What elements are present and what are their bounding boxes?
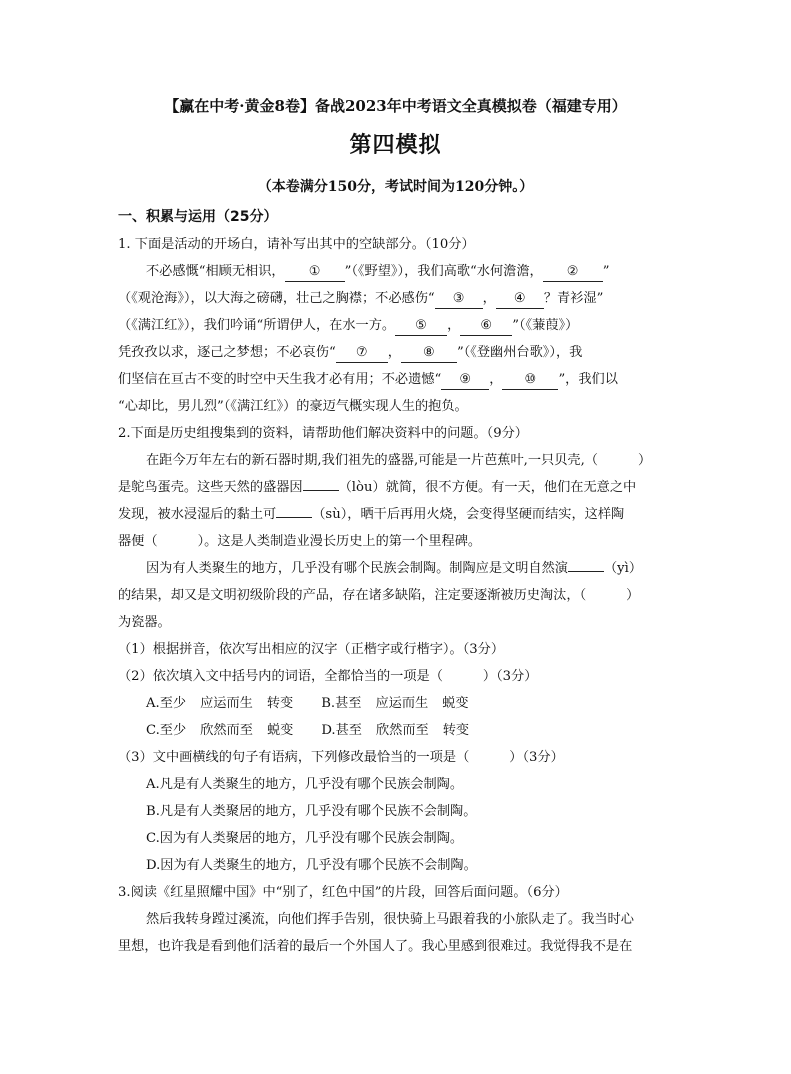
fix-option-a[interactable]: A.凡是有人类聚生的地方，几乎没有哪个民族会制陶。 <box>146 777 464 792</box>
q2-para-line-5 <box>118 555 678 582</box>
option-d[interactable] <box>321 723 469 738</box>
blank-4[interactable]: ④ <box>496 290 544 309</box>
option-c-word-1: C.至少 <box>146 723 187 738</box>
pinyin-blank-lou[interactable] <box>303 490 339 491</box>
q2-text: ）。这是人类制造业漫长历史上的第一个里程碑。 <box>197 534 482 549</box>
q1-line-2 <box>118 285 678 312</box>
option-a-word-1: A.至少 <box>146 696 187 711</box>
paper-name: 第四模拟 <box>349 132 442 158</box>
option-b-word-3: 蜕变 <box>442 696 469 711</box>
blank-5[interactable]: ⑤ <box>395 317 447 336</box>
q2-text: 是鸵鸟蛋壳。这些天然的盛器因 <box>118 480 303 495</box>
q2-para-line-2 <box>118 474 678 501</box>
q2-text: 因为有人类聚生的地方，几乎没有哪个民族会制陶。制陶应是文明自然演 <box>146 561 568 576</box>
q2-para-line-6 <box>118 582 678 609</box>
q2-text: （2）依次填入文中括号内的词语，全都恰当的一项是（ <box>118 669 443 684</box>
q2-sub-3 <box>118 744 678 771</box>
q1-text: ”（《蒹葭》） <box>512 318 579 333</box>
q1-text: ”（《登幽州台歌》），我 <box>456 345 583 360</box>
q1-text: 凭孜孜以求，逐己之梦想；不必哀伤“ <box>118 345 336 360</box>
q1-text: ？青衫湿” <box>543 291 604 306</box>
option-a[interactable] <box>146 696 293 711</box>
q2-text: （3）文中画横线的句子有语病，下列修改最恰当的一项是（ <box>118 750 470 765</box>
q2-text: ）（3分） <box>482 669 538 684</box>
q1-text: 不必感慨“相顾无相识， <box>146 264 285 279</box>
blank-6[interactable]: ⑥ <box>460 317 512 336</box>
q1-text: （《满江红》），我们吟诵“所谓伊人，在水一方。 <box>118 318 396 333</box>
q2-text: 在距今万年左右的新石器时期,我们祖先的盛器,可能是一片芭蕉叶,一只贝壳,（ <box>146 453 598 468</box>
exam-title: 【赢在中考·黄金8卷】备战2023年中考语文全真模拟卷（福建专用） <box>164 97 627 115</box>
q2-text: 的结果，却又是文明初级阶段的产品，存在诸多缺陷，注定要逐渐被历史淘汰，（ <box>118 588 587 603</box>
section-heading: 一、积累与运用（25分） <box>118 209 278 225</box>
blank-3[interactable]: ③ <box>435 290 483 309</box>
q3-para-line-2: 里想，也许我是看到他们活着的最后一个外国人了。我心里感到很难过。我觉得我不是在 <box>118 939 633 954</box>
paper-note: （本卷满分150分，考试时间为120分钟。） <box>257 179 534 195</box>
q1-text: ， <box>482 291 496 306</box>
q2-text: ） <box>626 588 640 603</box>
fix-option-b[interactable]: B.凡是有人类聚居的地方，几乎没有哪个民族不会制陶。 <box>146 804 477 819</box>
q1-text: ， <box>489 372 503 387</box>
option-row-cd <box>118 717 678 744</box>
q3-para-line-1: 然后我转身蹚过溪流，向他们挥手告别，很快骑上马跟着我的小旅队走了。我当时心 <box>146 912 634 927</box>
q2-stem: 2.下面是历史组搜集到的资料，请帮助他们解决资料中的问题。（9分） <box>118 426 528 441</box>
q2-sub-1: （1）根据拼音，依次写出相应的汉字（正楷字或行楷字）。（3分） <box>118 642 505 657</box>
q2-text: 发现，被水浸湿后的黏土可 <box>118 507 277 522</box>
q2-text: （sù），晒干后再用火烧，会变得坚硬而结实，这样陶 <box>312 507 625 522</box>
q1-text: ” <box>602 264 610 279</box>
q2-text: （lòu）就简，很不方便。有一天，他们在无意之中 <box>338 480 637 495</box>
option-row-ab <box>118 690 678 717</box>
option-d-word-1: D.甚至 <box>321 723 362 738</box>
option-a-word-3: 转变 <box>266 696 294 711</box>
pinyin-blank-su[interactable] <box>276 517 312 518</box>
q2-text: 器便（ <box>118 534 158 549</box>
fix-option-c[interactable]: C.因为有人类聚居的地方，几乎没有哪个民族会制陶。 <box>146 831 464 846</box>
q1-text: ”（《野望》），我们高歌“水何澹澹， <box>344 264 543 279</box>
option-c[interactable] <box>146 723 293 738</box>
fix-option-d[interactable]: D.因为有人类聚生的地方，几乎没有哪个民族不会制陶。 <box>146 858 477 873</box>
q2-para-line-7: 为瓷器。 <box>118 615 171 630</box>
q1-text: ， <box>447 318 461 333</box>
option-c-word-3: 蜕变 <box>266 723 294 738</box>
option-a-word-2: 应运而生 <box>200 696 253 711</box>
q1-line-3 <box>118 312 678 339</box>
q1-line-6: “心却比，男儿烈”（《满江红》）的豪迈气概实现人生的抱负。 <box>118 399 468 414</box>
option-b-word-2: 应运而生 <box>375 696 429 711</box>
q3-stem: 3.阅读《红星照耀中国》中“别了，红色中国”的片段，回答后面问题。（6分） <box>118 885 568 900</box>
q1-text: ”，我们以 <box>558 372 618 387</box>
option-d-word-3: 转变 <box>442 723 470 738</box>
option-d-word-2: 欣然而至 <box>375 723 429 738</box>
q2-text: ） <box>637 453 652 468</box>
option-c-word-2: 欣然而至 <box>200 723 253 738</box>
option-b-word-1: B.甚至 <box>321 696 362 711</box>
blank-2[interactable]: ② <box>543 263 603 282</box>
q1-text: 们坚信在亘古不变的时空中天生我才必有用；不必遗憾“ <box>118 372 442 387</box>
blank-10[interactable]: ⑩ <box>502 371 558 390</box>
q1-line-1 <box>118 258 678 285</box>
q2-sub-2 <box>118 663 678 690</box>
blank-9[interactable]: ⑨ <box>441 371 489 390</box>
q1-stem: 1. 下面是活动的开场白，请补写出其中的空缺部分。（10分） <box>118 237 475 252</box>
blank-8[interactable]: ⑧ <box>401 344 457 363</box>
pinyin-blank-yi[interactable] <box>568 571 604 572</box>
q2-para-line-3 <box>118 501 678 528</box>
q1-text: （《观沧海》），以大海之磅礴，壮己之胸襟；不必感伤“ <box>118 291 435 306</box>
option-b[interactable] <box>321 696 468 711</box>
q2-text: ）（3分） <box>509 750 564 765</box>
q1-line-5 <box>118 366 678 393</box>
q1-text: ， <box>387 345 401 360</box>
paper-content <box>118 204 678 960</box>
q1-line-4 <box>118 339 678 366</box>
blank-1[interactable]: ① <box>285 263 345 282</box>
q2-text: （yì） <box>604 561 643 576</box>
q2-para-line-1 <box>118 447 678 474</box>
blank-7[interactable]: ⑦ <box>336 344 388 363</box>
q2-para-line-4 <box>118 528 678 555</box>
